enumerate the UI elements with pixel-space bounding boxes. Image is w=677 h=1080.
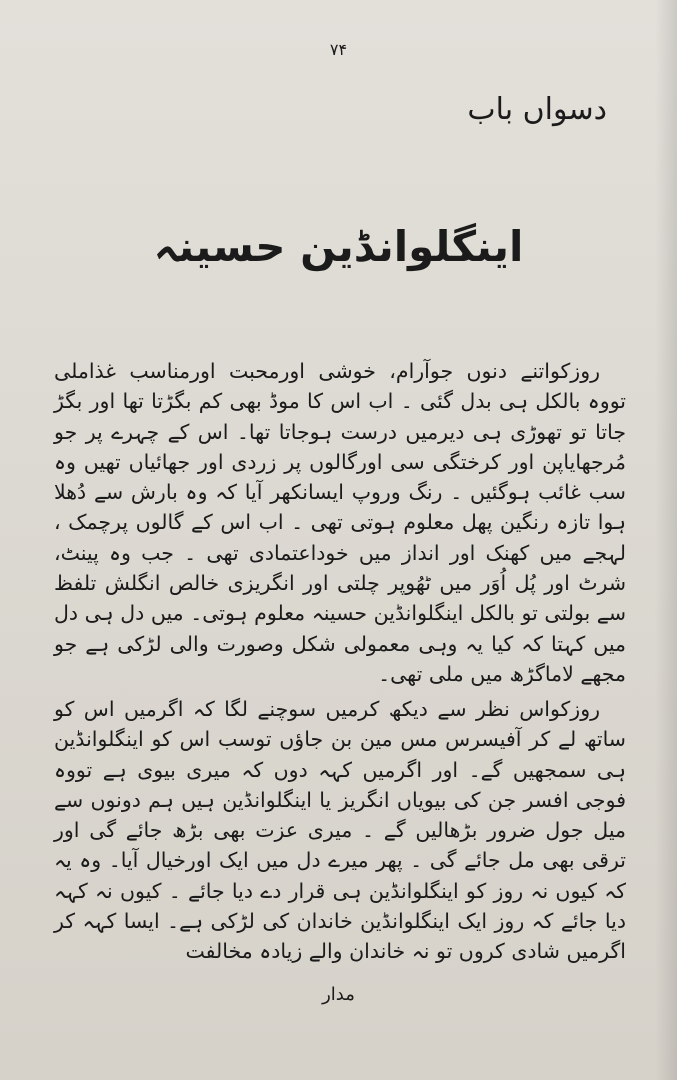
footer-word: مدار <box>322 984 355 1005</box>
chapter-title: اینگلوانڈین حسینہ <box>153 222 524 271</box>
page-number: ۷۴ <box>329 40 348 59</box>
body-text-block-1 <box>54 356 626 689</box>
page-edge-shadow <box>655 0 677 1080</box>
paragraph-1: روزکواتنے دنوں جوآرام، خوشی اورمحبت اورمناسب غذاملی تووہ بالکل ہی بدل گئی ۔ اب اس کا موڈ بھی کم بگڑتا تھا اور بگڑ جاتا تو تھوڑی ہی دیرمیں درست ہوجاتا تھا۔ اس کے چہرے پر جو مُرجھایاپن اور کرختگی سی اورگالوں پر زردی اور جھائیاں تھیں وہ سب غائب ہوگئیں ۔ رنگ وروپ ایسانکھر آیا کہ وہ بارش سے دُھلا ہوا تازہ رنگین پھل معلوم ہوتی تھی ۔ اب اس کے گالوں پرچمک ، لہجے میں کھنک اور انداز میں خوداعتمادی تھی ۔ جب وہ پینٹ، شرٹ اور پُل اُوَر میں ٹھُوپر چلتی اور انگریزی خالص انگلش تلفظ سے بولتی تو بالکل اینگلوانڈین حسینہ معلوم ہوتی۔ میں دل ہی دل میں کہتا کہ کیا یہ وہی معمولی شکل وصورت والی لڑکی ہے جو مجھے لاماگڑھ میں ملی تھی۔ <box>54 359 626 686</box>
chapter-label: دسواں باب <box>467 92 607 127</box>
paragraph-2: روزکواس نظر سے دیکھ کرمیں سوچنے لگا کہ اگرمیں اس کو ساتھ لے کر آفیسرس مس مین بن جاؤں توسب اس کو اینگلوانڈین ہی سمجھیں گے۔ اور اگرمیں کہہ دوں کہ میری بیوی ہے تووہ فوجی افسر جن کی بیویاں انگریز یا اینگلوانڈین ہیں ہم دونوں سے میل جول ضرور بڑھالیں گے ۔ میری عزت بھی بڑھ جائے گی اور ترقی بھی مل جائے گی ۔ پھر میرے دل میں ایک اورخیال آیا۔ وہ یہ کہ کیوں نہ روز کو اینگلوانڈین ہی قرار دے دیا جائے ۔ کیوں نہ کہہ دیا جائے کہ روز ایک اینگلوانڈین خاندان کی لڑکی ہے۔ ایسا کہہ کر اگرمیں شادی کروں تو نہ خاندان والے زیادہ مخالفت <box>54 697 626 964</box>
body-text-block-2 <box>54 694 626 967</box>
